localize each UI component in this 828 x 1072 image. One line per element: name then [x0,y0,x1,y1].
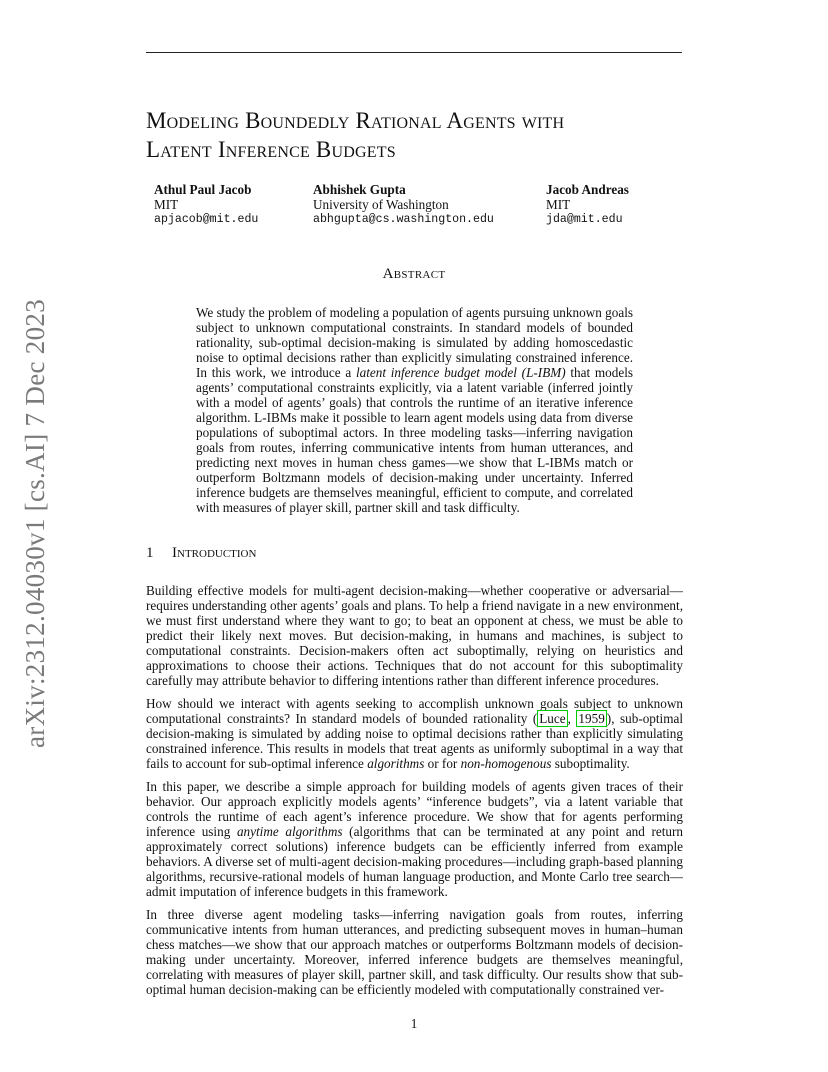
author-email[interactable]: apjacob@mit.edu [154,213,259,226]
paragraph-3 [146,779,683,899]
top-rule [146,52,682,53]
paragraph-2-text-b: ), sub-optimal decision-making is simulated by adding noise to optimal decisions rather than explicitly simulating constrained inference. This results in models that treat agents as uniformly suboptimal in a way that fails to account for sub-optimal inference [146,711,683,771]
emphasis-anytime-algorithms: anytime algorithms [236,824,343,839]
author-2 [313,182,494,227]
section-heading-introduction [146,545,256,562]
introduction-body [146,583,683,1005]
page-number: 1 [410,1016,418,1031]
author-name: Abhishek Gupta [313,182,406,197]
citation-separator: , [567,711,577,726]
paper-title [146,106,706,164]
citation-year-link[interactable] [576,710,606,727]
author-affiliation: MIT [546,197,571,212]
paragraph-4: In three diverse agent modeling tasks—inferring navigation goals from routes, inferring communicative intents from human utterances, and predicting subsequent moves in human–human chess matches—we show that our approach matches or outperforms Boltzmann models of decision-making under uncertainty. Moreover, inferred inference budgets are themselves meaningful, correlating with measures of player skill, partner skill, and task difficulty. Our results show that sub-optimal human decision-making can be efficiently modeled with computationally constrained ver- [146,907,683,997]
citation-author: Luce [539,711,566,726]
paragraph-3-text: In this paper, we describe a simple approach for building models of agents given traces of their behavior. Our approach explicitly models agents’ “inference budgets”, via a latent variable that controls the runtime of each agent’s inference procedure. We show that for agents performing inference using [146,779,683,839]
author-affiliation: MIT [154,197,179,212]
paragraph-1: Building effective models for multi-agent decision-making—whether cooperative or adversarial—requires understanding other agents’ goals and plans. To help a friend navigate in a new environment, we must first understand where they want to go; to beat an opponent at chess, we must be able to predict their likely next moves. But decision-making, in humans and machines, is subject to computational constraints. Decision-makers often act suboptimally, relying on heuristics and approximations to choose their actions. Techniques that do not account for this suboptimality carefully may attribute behavior to differing intentions rather than different inference procedures. [146,583,683,688]
section-title: Introduction [172,545,257,561]
title-line-2: Latent Inference Budgets [146,137,396,162]
author-affiliation: University of Washington [313,197,449,212]
arxiv-identifier-stamp: arXiv:2312.04030v1 [cs.AI] 7 Dec 2023 [20,298,50,748]
paragraph-3-text-b: (algorithms that can be terminated at any point and return approximately correct solutions) inference budgets can be efficiently inferred from example behaviors. A diverse set of multi-agent decision-making procedures—including graph-based planning algorithms, recursive-rational models of human language production, and Monte Carlo tree search—admit imputation of inference budgets in this framework. [146,824,684,899]
abstract-heading: Abstract [382,266,446,282]
title-line-1: Modeling Boundedly Rational Agents with [146,108,565,133]
author-1 [154,182,258,227]
abstract-text: We study the problem of modeling a population of agents pursuing unknown goals subject to unknown computational constraints. In standard models of bounded rationality, sub-optimal decision-making is simulated by adding homoscedastic noise to optimal decisions rather than explicitly simulating constrained inference. In this work, we introduce a [196,305,633,380]
author-3 [546,182,629,227]
author-email[interactable]: abhgupta@cs.washington.edu [313,213,494,226]
citation-luce[interactable] [537,710,567,727]
paragraph-2-text-c: or for [424,756,461,771]
paragraph-2-text: How should we interact with agents seeking to accomplish unknown goals subject to unknown computational constraints? In standard models of bounded rationality ( [146,696,683,726]
author-name: Athul Paul Jacob [154,182,252,197]
abstract-text-continued: that models agents’ computational constraints explicitly, via a latent variable (inferred jointly with a model of agents’ goals) that controls the runtime of an iterative inference algorithm. L-IBMs make it possible to learn agent models using data from diverse populations of suboptimal actors. In three modeling tasks—inferring navigation goals from routes, inferring communicative intents from human utterances, and predicting next moves in human chess games—we show that L-IBMs match or outperform Boltzmann models of decision-making under uncertainty. Inferred inference budgets are themselves meaningful, efficient to compute, and correlated with measures of player skill, partner skill and task difficulty. [196,365,633,515]
paragraph-2 [146,696,683,771]
author-email[interactable]: jda@mit.edu [546,213,623,226]
abstract-body [196,305,633,515]
emphasis-algorithms: algorithms [367,756,425,771]
emphasis-non-homogenous: non-homogenous [460,756,552,771]
paragraph-2-text-d: suboptimality. [551,756,630,771]
author-name: Jacob Andreas [546,182,629,197]
section-number: 1 [146,545,154,561]
abstract-model-name: latent inference budget model (L-IBM) [355,365,566,380]
citation-year: 1959 [578,711,605,726]
